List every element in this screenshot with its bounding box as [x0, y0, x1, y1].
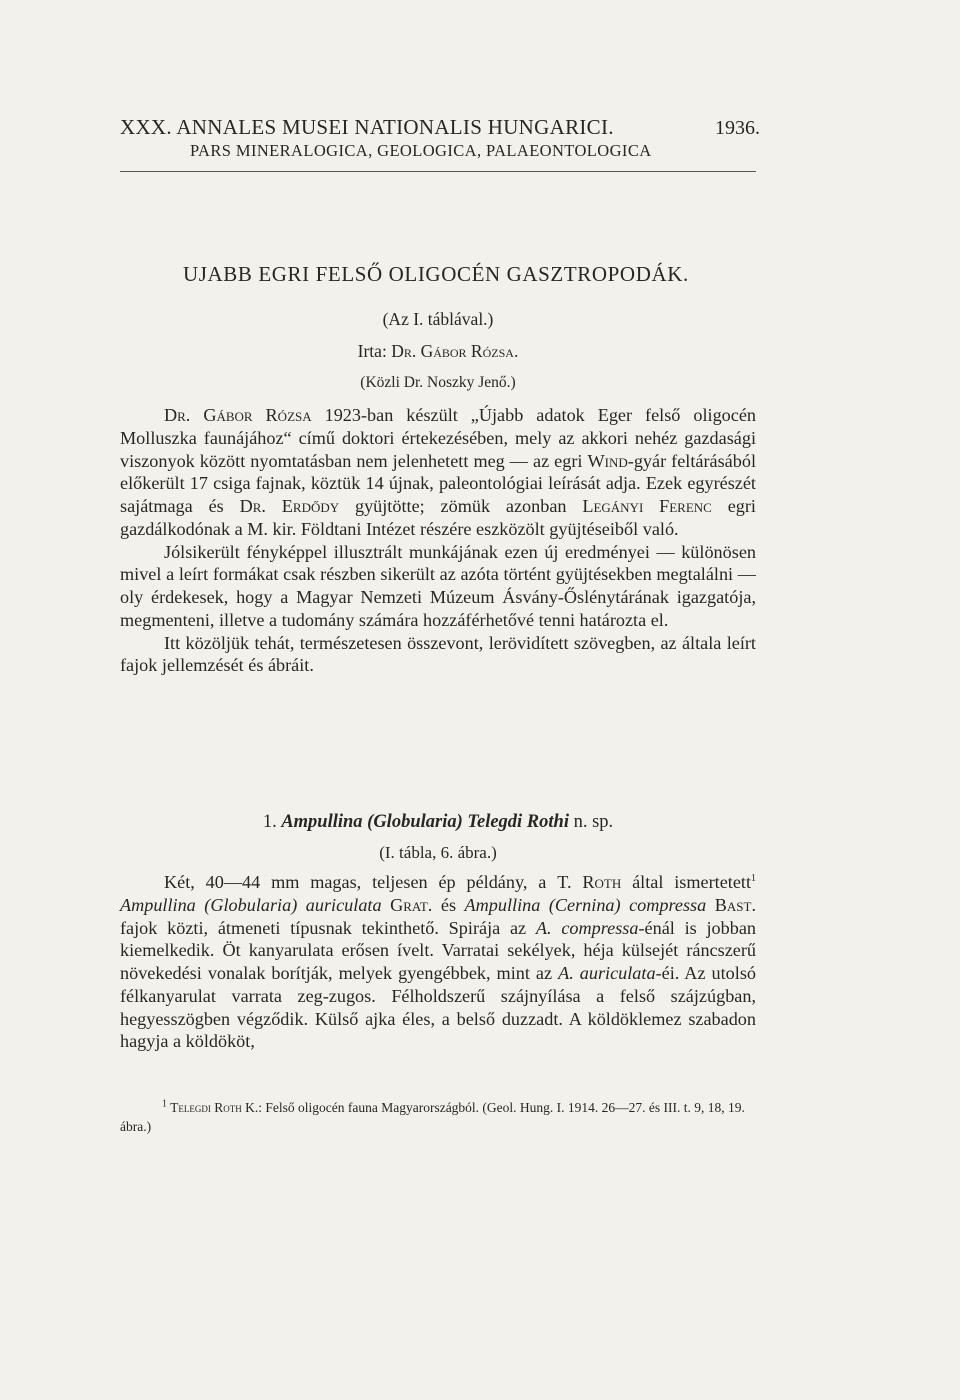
species-number: 1. [262, 812, 277, 832]
description-paragraph [120, 871, 756, 1053]
author-line [120, 341, 756, 362]
footnote [120, 1098, 756, 1136]
text-run [706, 895, 715, 915]
text-run [382, 895, 391, 915]
factory-name: Wind [587, 450, 628, 471]
collector-name: Dr. Erdődy [239, 496, 340, 516]
header-rule [120, 171, 756, 172]
running-subheader: PARS MINERALOGICA, GEOLOGICA, PALAEONTOLOGICA [190, 141, 652, 160]
text-run: egri gazdálkodónak a M. kir. Földtani Intézet részére eszközölt gyüjtéseiből való. [120, 496, 756, 539]
text-run: 1923-ban készült „Újabb adatok Eger felső oligocén Molluszka faunájához“ című doktori értekezésében, mely az akkori nehéz gazdasági viszonyok között nyomtatásban nem jelenhetett meg — az egri [120, 405, 756, 471]
text-run: fajok közti, átmeneti típusnak tekinthető. Spirája az [120, 917, 536, 938]
plate-note: (Az I. táblával.) [382, 309, 494, 329]
species-description [120, 871, 756, 1053]
communicated-by: (Közli Dr. Noszky Jenő.) [360, 374, 516, 391]
intro-paragraph-3: Itt közöljük tehát, természetesen összevont, lerövidített szövegben, az általa leírt fajok jellemzését és ábráit. [120, 632, 756, 676]
footnote-citation: : Felső oligocén fauna Magyarországból. (Geol. Hung. I. 1914. 26—27. és III. t. 9, 18, 19. ábra.) [120, 1100, 745, 1134]
taxon-name: Ampullina (Globularia) auriculata [120, 894, 382, 915]
intro-text [120, 404, 756, 677]
footnote-text [120, 1098, 756, 1136]
collector-name: Legányi Ferenc [582, 496, 712, 516]
running-header-year: 1936. [715, 117, 760, 139]
running-header: XXX. ANNALES MUSEI NATIONALIS HUNGARICI. [120, 115, 614, 139]
intro-paragraph-2: Jólsikerült fényképpel illusztrált munkájának ezen új eredményei — különösen mivel a leírt formákat csak részben sikerült az azóta történt gyüjtésekben megtalálni — oly érdekesek, hogy a Magyar Nemzeti Múzeum Ásvány-Őslénytárának igazgatója, megmenteni, illetve a tudomány számára hozzáférhetővé tenni határozta el. [120, 541, 756, 630]
footnote-number: 1 [162, 1098, 167, 1110]
species-plate-reference: (I. tábla, 6. ábra.) [379, 843, 497, 862]
species-suffix: n. sp. [568, 812, 614, 832]
footnote-marker: 1 [751, 872, 757, 884]
taxon-name: A. auriculata [558, 963, 656, 983]
text-run: Két, 40—44 mm magas, teljesen ép példány, a [164, 872, 558, 892]
author-reference: Dr. Gábor Rózsa [164, 405, 312, 425]
author-prefix: Irta: [357, 341, 392, 361]
text-run: -éi. Az utolsó félkanyarulat varrata zeg-zugos. Félholdszerű szájnyílása a felső szájzúgban, hegyesszögben végződik. Külső ajka éles, a belső duzzadt. A köldöklemez szabadon hagyja a köldököt, [120, 963, 757, 1052]
species-name: Ampullina (Globularia) Telegdi Rothi [281, 812, 569, 832]
text-run: -énál is jobban kiemelkedik. Öt kanyarulata erősen ívelt. Varratai sekélyek, héja külsejét ráncszerű növekedési vonalak borítják, melyek gyengébbek, mint az [120, 917, 756, 983]
taxon-name: A. compressa [535, 917, 639, 938]
author-reference: Grat. [390, 894, 433, 915]
footnote-author: Telegdi Roth K. [167, 1100, 259, 1115]
species-heading [120, 812, 756, 833]
text-run: gyüjtötte; zömük azonban [339, 496, 583, 516]
author-name: Dr. Gábor Rózsa. [391, 341, 519, 361]
intro-paragraph-1 [120, 404, 756, 541]
text-run: -gyár feltárásából előkerült 17 csiga fajnak, köztük 14 újnak, paleontológiai leírását adja. Ezek egyrészét sajátmaga és [120, 450, 756, 516]
author-reference: T. Roth [557, 872, 622, 892]
text-run: által ismertetett [621, 872, 752, 892]
text-run: és [432, 894, 465, 915]
article-title: UJABB EGRI FELSŐ OLIGOCÉN GASZTROPODÁK. [183, 262, 689, 286]
taxon-name: Ampullina (Cernina) compressa [464, 894, 707, 915]
author-reference: Bast. [714, 894, 757, 915]
